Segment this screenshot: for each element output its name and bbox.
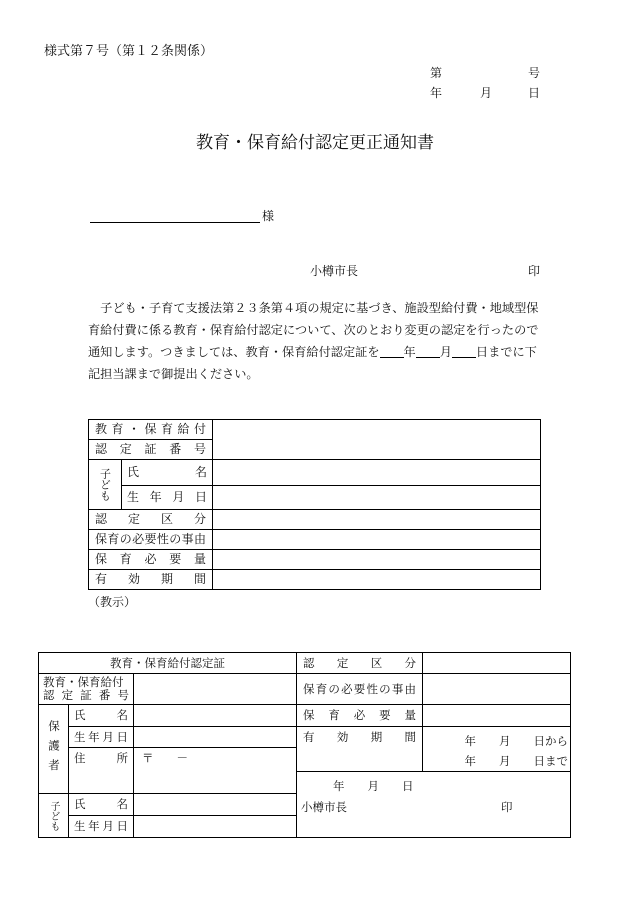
guardian-birth-label: 生年月日: [69, 727, 134, 748]
t2-category-label: 認定区分: [297, 653, 423, 674]
document-number-prefix: 第: [430, 66, 443, 80]
t2-child-name-label: 氏名: [69, 794, 134, 816]
t2-reason-value: [423, 674, 571, 705]
child-label: 子ども: [89, 460, 122, 510]
t2-child-birth-value: [134, 816, 297, 838]
form-number: 様式第７号（第１２条関係）: [44, 44, 214, 59]
t2-amount-label: 保育必要量: [297, 705, 423, 727]
t2-amount-value: [423, 705, 571, 727]
issuer-seal: 印: [528, 264, 541, 278]
teaching-note: （教示）: [88, 595, 137, 609]
guardian-name-label: 氏名: [69, 705, 134, 727]
period-value: [213, 570, 541, 590]
guardian-birth-value: [134, 727, 297, 748]
guardian-label: 保護者: [39, 705, 69, 794]
category-value: [213, 510, 541, 530]
date-day: 日: [528, 86, 541, 100]
deadline-year: 年: [403, 345, 416, 359]
date-month: 月: [480, 86, 493, 100]
category-label: 認定区分: [89, 510, 213, 530]
t2-seal: 印: [501, 800, 513, 814]
addressee-honorific: 様: [262, 209, 275, 223]
t2-period-value: [423, 727, 571, 772]
t2-cert-number-value: [134, 674, 297, 705]
t2-period-label: 有効期間: [297, 727, 423, 772]
date-year: 年: [430, 86, 443, 100]
guardian-name-value: [134, 705, 297, 727]
t2-child-name-value: [134, 794, 297, 816]
cert-number-label-2: 認定証番号: [89, 440, 213, 460]
cert-number-label-1: 教育・保育給付: [89, 420, 213, 440]
notice-body: [88, 297, 548, 385]
issuer-mayor: 小樽市長: [310, 264, 359, 278]
child-name-value: [213, 460, 541, 486]
t2-cert-number-label: [39, 674, 134, 705]
notice-body-tail: 日までに下記担当課まで御提出ください。: [88, 345, 537, 381]
cert-number-value: [213, 420, 541, 460]
addressee-line: [90, 222, 260, 223]
t2-reason-label: 保育の必要性の事由: [297, 674, 423, 705]
reason-label: 保育の必要性の事由: [89, 530, 213, 550]
child-birth-value: [213, 486, 541, 510]
t2-child-birth-label: 生年月日: [69, 816, 134, 838]
document-title: 教育・保育給付認定更正通知書: [196, 133, 434, 153]
child-birth-label: 生年月日: [122, 486, 213, 510]
document-number-suffix: 号: [528, 66, 541, 80]
certificate-table: [38, 652, 571, 838]
t2-cert-number-label-2: 認定証番号: [43, 688, 129, 702]
child-name-label: 氏名: [122, 460, 213, 486]
deadline-year-blank: [380, 342, 404, 358]
deadline-month: 月: [439, 345, 452, 359]
notice-body-text: 子ども・子育て支援法第２３条第４項の規定に基づき、施設型給付費・地域型保育給付費に係る教育・保育給付認定について、次のとおり変更の認定を行ったので通知します。つきましては、教育・保育給付認定証を: [88, 301, 539, 359]
deadline-month-blank: [416, 342, 440, 358]
t2-cert-number-label-1: 教育・保育給付: [43, 675, 124, 689]
issuer-block: [297, 772, 571, 838]
t2-category-value: [423, 653, 571, 674]
issue-date: 年 月 日: [333, 779, 414, 793]
reason-value: [213, 530, 541, 550]
certificate-header: 教育・保育給付認定証: [39, 653, 297, 674]
guardian-address-value: 〒 －: [134, 748, 297, 794]
period-to: 年 月 日まで: [464, 754, 569, 768]
guardian-address-label: 住所: [69, 748, 134, 794]
amount-label: 保育必要量: [89, 550, 213, 570]
t2-mayor: 小樽市長: [301, 800, 348, 814]
t2-child-label: 子ども: [39, 794, 69, 838]
amount-value: [213, 550, 541, 570]
deadline-day-blank: [452, 342, 476, 358]
certification-summary-table: [88, 419, 541, 590]
period-from: 年 月 日から: [464, 734, 569, 748]
period-label: 有効期間: [89, 570, 213, 590]
